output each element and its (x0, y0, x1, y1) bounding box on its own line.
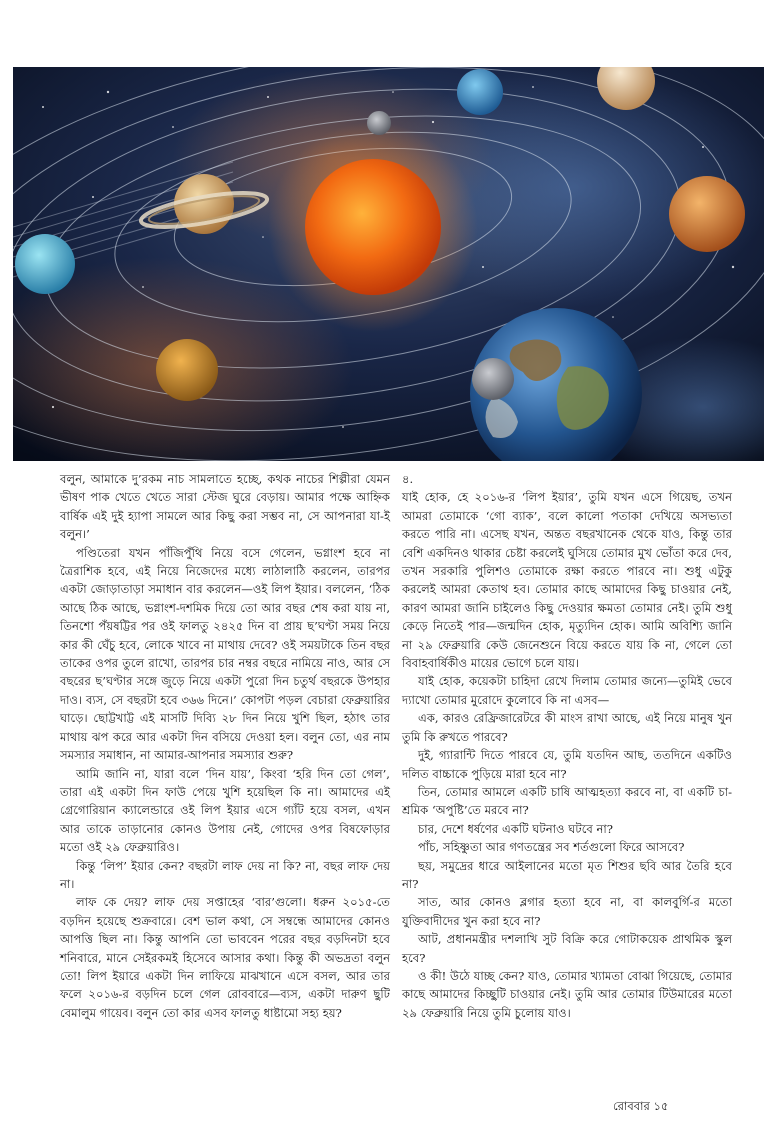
list-item: এক, কারও রেফ্রিজারেটরে কী মাংস রাখা আছে, এই নিয়ে মানুষ খুন তুমি কি রুখতে পারবে? (402, 711, 732, 744)
paragraph: যাই হোক, কয়েকটা চাহিদা রেখে দিলাম তোমার জন্যে—তুমিই ভেবে দ্যাখো তোমার মুরোদে কুলোবে কি না এসব— (402, 674, 732, 707)
paragraph: আমি জানি না, যারা বলে ‘দিন যায়’, কিংবা ‘হরি দিন তো গেল’, তারা এই একটা দিন ফাউ পেয়ে খুশি হয়েছিল কি না। আমাদের এই গ্রেগোরিয়ান ক্যালেন্ডারে ওই লিপ ইয়ার এসে গ্যাঁট হয়ে বসল, এখন আর তাকে তাড়ানোর কোনও উপায় নেই, গোদের ওপর বিষফোড়ার মতো ওই ২৯ ফেব্রুয়ারিও। (60, 766, 390, 855)
list-item: তিন, তোমার আমলে একটি চাষি আত্মহত্যা করবে না, বা একটি চা-শ্রমিক ‘অপুষ্টি’তে মরবে না? (402, 784, 732, 818)
list-item: চার, দেশে ধর্ষণের একটি ঘটনাও ঘটবে না? (418, 821, 613, 836)
article-right-column (402, 470, 732, 1022)
article-left-column (60, 470, 390, 1022)
list-item: সাত, আর কোনও ব্লগার হত্যা হবে না, বা কালবুর্গি-র মতো যুক্তিবাদীদের খুন করা হবে না? (402, 895, 732, 928)
paragraph: বলুন, আমাকে দু’রকম নাচ সামলাতে হচ্ছে, কথক নাচের শিল্পীরা যেমন ভীষণ পাক খেতে খেতে সারা স্টেজ ঘুরে বেড়ায়। আমার পক্ষে আহ্নিক বার্ষিক এই দুই হ্যাপা সামলে আর কিছু করা সম্ভব না, সে আপনারা যা-ই বলুন।’ (60, 472, 390, 542)
paragraph: পণ্ডিতেরা যখন পাঁজিপুঁথি নিয়ে বসে গেলেন, ভগ্নাংশ হবে না ত্রৈরাশিক হবে, এই নিয়ে নিজেদের মধ্যে লাঠালাঠি করলেন, তারপর একটা জোড়াতাড়া সমাধান বার করলেন—ওই লিপ ইয়ার। বললেন, ‘ঠিক আছে ঠিক আছে, ভগ্নাংশ-দশমিক দিয়ে তো আর বছর শেষ করা যায় না, তিনশো পঁয়ষট্টির পর ওই ফালতু ২৪২৫ দিন বা প্রায় ছ’ঘণ্টা সময় নিয়ে কার কী ঘেঁচু হবে, লোকে খাবে না মাথায় দেবে? ওই সময়টাকে তিন বছর তাকের ওপর তুলে রাখো, তারপর চার নম্বর বছরে নামিয়ে নাও, আর সে বছরের ছ’ঘণ্টার সঙ্গে জুড়ে নিয়ে একটা পুরো দিন চতুর্থ বছরকে উপহার দাও। ব্যস, সে বছরটা হবে ৩৬৬ দিনে।’ কোপটা পড়ল বেচারা ফেব্রুয়ারির ঘাড়ে। ছোট্টখাট্ট এই মাসটি দিব্যি ২৮ দিন নিয়ে খুশি ছিল, হঠাৎ তার মাথায় ঝপ করে আর একটা দিন বসিয়ে দেওয়া হল। বলুন তো, এর নাম সমস্যার সমাধান, না আমার-আপনার সমস্যার শুরু? (60, 545, 390, 763)
list-item: আট, প্রধানমন্ত্রীর দশলাখি সুট বিক্রি করে গোটাকয়েক প্রাথমিক স্কুল হবে? (402, 932, 732, 965)
list-item: দুই, গ্যারান্টি দিতে পারবে যে, তুমি যতদিন আছ, ততদিনে একটিও দলিত বাচ্চাকে পুড়িয়ে মারা হবে না? (402, 748, 732, 781)
section-number: ৪. (402, 472, 414, 486)
paragraph: ও কী! উঠে যাচ্ছ কেন? যাও, তোমার খ্যামতা বোঝা গিয়েছে, তোমার কাছে আমাদের কিচ্ছুটি চাওয়ার নেই। তুমি আর তোমার টিউমারের মতো ২৯ ফেব্রুয়ারি নিয়ে তুমি চুলোয় যাও। (402, 968, 732, 1020)
list-item: ছয়, সমুদ্রের ধারে আইলানের মতো মৃত শিশুর ছবি আর তৈরি হবে না? (402, 858, 732, 891)
paragraph: যাই হোক, হে ২০১৬-র ‘লিপ ইয়ার’, তুমি যখন এসে গিয়েছ, তখন আমরা তোমাকে ‘গো ব্যাক’, বলে কালো পতাকা দেখিয়ে অসভ্যতা করতে পারি না। এসেছ যখন, অন্তত বছরখানেক থেকে যাও, কিন্তু তার বেশি একদিনও থাকার চেষ্টা করলেই ঘুসিয়ে তোমার মুখ ভোঁতা করে দেব, তখন সরকারি পুলিশও তোমাকে রক্ষা করতে পারবে না। শুধু এটুকু করলেই আমরা কেতাথ হব। তোমার কাছে আমাদের কিছু চাওয়ার নেই, কারণ আমরা জানি চাইলেও কিছু দেওয়ার ক্ষমতা তোমার নেই। তুমি শুধু কেড়ে নিতেই পার—জন্মদিন হোক, মৃত্যুদিন হোক। আমি অবিশ্যি জানি না ২৯ ফেব্রুয়ারি কেউ জেনেশুনে বিয়ে করতে যায় কি না, গেলে তো বিবাহবার্ষিকীও মায়ের ভোগে চলে যায়। (402, 490, 732, 671)
page-folio: রোববার ১৫ (613, 1099, 669, 1113)
list-item: পাঁচ, সহিষ্ণুতা আর গণতন্ত্রের সব শর্তগুলো ফিরে আসবে? (418, 840, 685, 855)
solar-system-illustration (13, 67, 764, 461)
paragraph: কিন্তু ‘লিপ’ ইয়ার কেন? বছরটা লাফ দেয় না কি? না, বছর লাফ দেয় না। (60, 858, 390, 891)
paragraph: লাফ কে দেয়? লাফ দেয় সপ্তাহের ‘বার’গুলো। ধরুন ২০১৫-তে বড়দিন হয়েছে শুক্রবারে। বেশ ভাল কথা, সে সম্বন্ধে আমাদের কোনও আপত্তি ছিল না। কিন্তু আপনি তো ভাববেন পরের বছর বড়দিনটা হবে শনিবারে, মানে সেইরকমই হিসেবে আসার কথা। কিন্তু কী অভদ্রতা বলুন তো! লিপ ইয়ারে একটা দিন লাফিয়ে মাঝখানে এসে বসল, আর তার ফলে ২০১৬-র বড়দিন চলে গেল রোববারে—ব্যস, একটা দারুণ ছুটি বেমালুম গায়েব। বলুন তো কার এসব ফালতু ধাষ্টামো সহ্য হয়? (60, 895, 390, 1020)
